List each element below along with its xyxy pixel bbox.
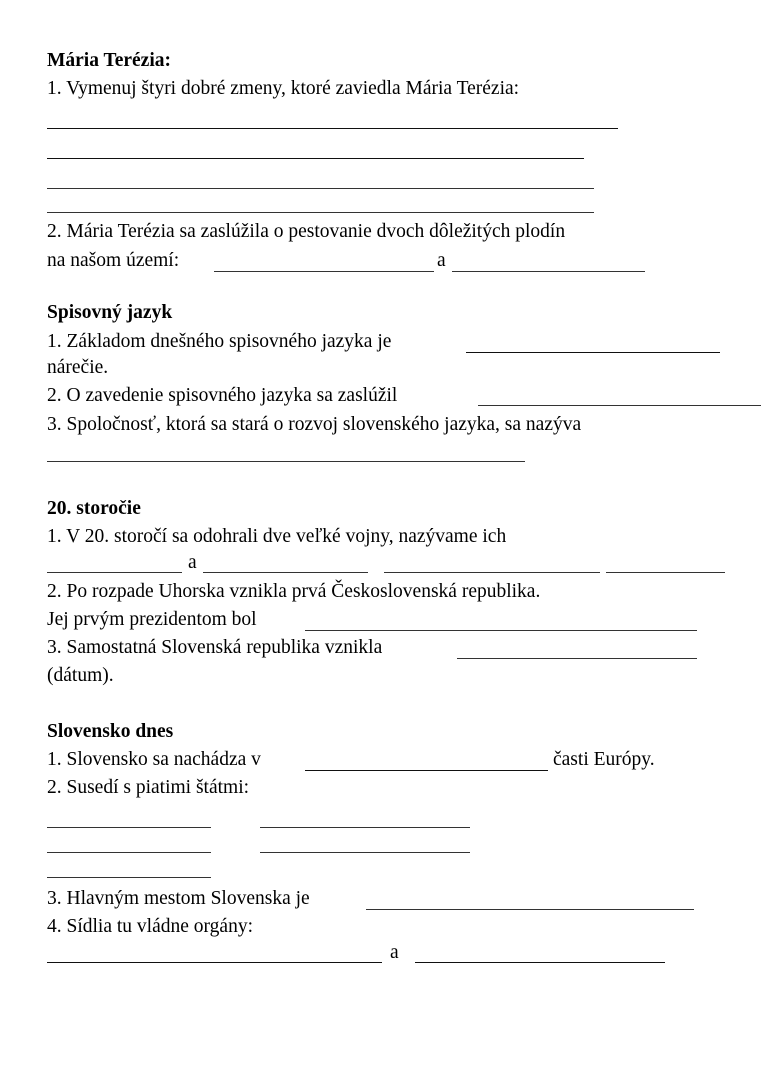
conjunction-slovensko-4: a (390, 942, 399, 963)
question-maria-terezia-2-cont: na našom území: (47, 250, 180, 271)
question-slovensko-2: 2. Susedí s piatimi štátmi: (47, 777, 250, 798)
answer-blank-storocie-3-datum[interactable] (457, 658, 697, 659)
question-storocie-1: 1. V 20. storočí sa odohrali dve veľké vojny, nazývame ich (47, 526, 507, 547)
conjunction-storocie-1: a (188, 552, 197, 573)
question-storocie-3: 3. Samostatná Slovenská republika vznikla (47, 637, 383, 658)
answer-blank-mt-1-b[interactable] (47, 158, 584, 159)
answer-blank-spisovny-1[interactable] (466, 352, 720, 353)
answer-blank-sused-2[interactable] (260, 827, 470, 828)
answer-blank-slovensko-4-organ-2[interactable] (415, 962, 665, 963)
question-slovensko-1-tail: časti Európy. (553, 749, 655, 770)
answer-blank-mt-1-c[interactable] (47, 188, 594, 189)
answer-blank-slovensko-1[interactable] (305, 770, 548, 771)
question-storocie-2-cont: Jej prvým prezidentom bol (47, 609, 257, 630)
answer-blank-storocie-1-vojna-2[interactable] (203, 572, 368, 573)
section-heading-20-storocie: 20. storočie (47, 498, 141, 519)
section-heading-slovensko-dnes: Slovensko dnes (47, 721, 174, 742)
answer-blank-storocie-2-prezident[interactable] (305, 630, 697, 631)
answer-blank-sused-3[interactable] (47, 852, 211, 853)
answer-blank-spisovny-2[interactable] (478, 405, 761, 406)
question-maria-terezia-1: 1. Vymenuj štyri dobré zmeny, ktoré zaviedla Mária Terézia: (47, 78, 520, 99)
question-slovensko-1: 1. Slovensko sa nachádza v (47, 749, 261, 770)
answer-blank-mt-2-plodina-1[interactable] (214, 271, 434, 272)
answer-blank-storocie-1-extra-1[interactable] (384, 572, 600, 573)
answer-blank-mt-2-plodina-2[interactable] (452, 271, 645, 272)
answer-blank-slovensko-3-hlavne-mesto[interactable] (366, 909, 694, 910)
answer-blank-sused-4[interactable] (260, 852, 470, 853)
answer-blank-slovensko-4-organ-1[interactable] (47, 962, 382, 963)
question-spisovny-1: 1. Základom dnešného spisovného jazyka je (47, 331, 392, 352)
answer-blank-storocie-1-vojna-1[interactable] (47, 572, 182, 573)
question-storocie-3-cont: (dátum). (47, 665, 114, 686)
answer-blank-storocie-1-extra-2[interactable] (606, 572, 725, 573)
question-slovensko-3: 3. Hlavným mestom Slovenska je (47, 888, 310, 909)
section-heading-maria-terezia: Mária Terézia: (47, 50, 171, 71)
question-spisovny-1-cont: nárečie. (47, 357, 109, 378)
section-heading-spisovny-jazyk: Spisovný jazyk (47, 302, 173, 323)
question-slovensko-4: 4. Sídlia tu vládne orgány: (47, 916, 253, 937)
answer-blank-spisovny-3[interactable] (47, 461, 525, 462)
answer-blank-sused-1[interactable] (47, 827, 211, 828)
question-storocie-2: 2. Po rozpade Uhorska vznikla prvá Československá republika. (47, 581, 541, 602)
answer-blank-sused-5[interactable] (47, 877, 211, 878)
answer-blank-mt-1-a[interactable] (47, 128, 618, 129)
question-spisovny-2: 2. O zavedenie spisovného jazyka sa zaslúžil (47, 385, 398, 406)
question-spisovny-3: 3. Spoločnosť, ktorá sa stará o rozvoj slovenského jazyka, sa nazýva (47, 414, 582, 435)
answer-blank-mt-1-d[interactable] (47, 212, 594, 213)
conjunction-mt-2: a (437, 250, 446, 271)
question-maria-terezia-2: 2. Mária Terézia sa zaslúžila o pestovanie dvoch dôležitých plodín (47, 221, 566, 242)
